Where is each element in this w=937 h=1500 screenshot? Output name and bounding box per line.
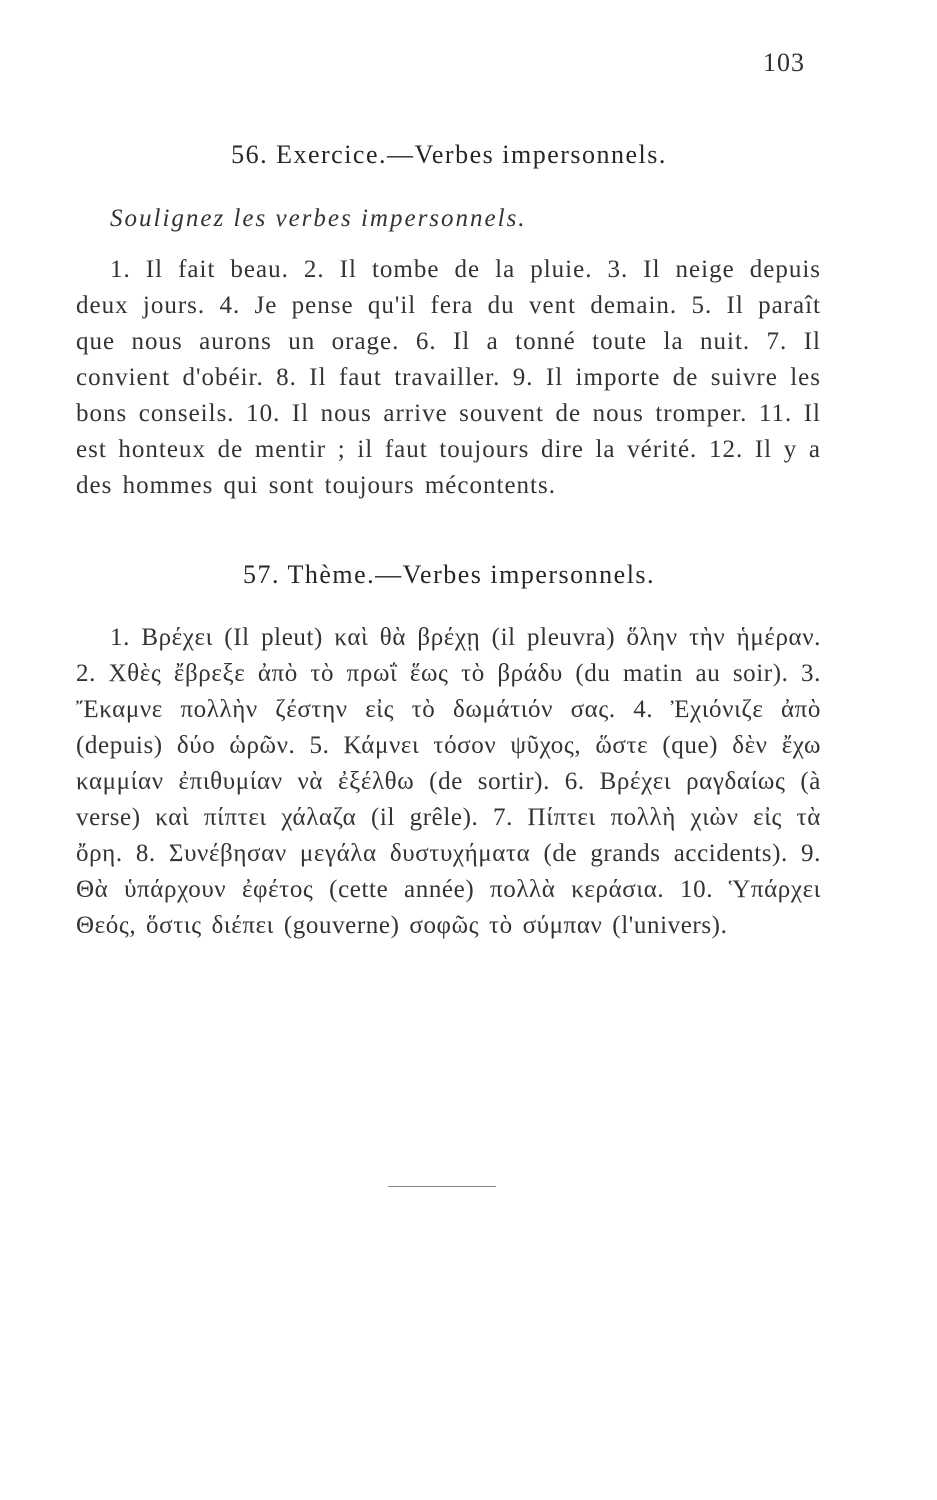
page-number: 103 bbox=[763, 48, 805, 77]
theme-57-body bbox=[76, 620, 821, 944]
theme-57-heading: 57. Thème.—Verbes impersonnels. bbox=[242, 560, 656, 589]
theme-57-text: 1. Βρέχει (Il pleut) καὶ θὰ βρέχῃ (il pleuvra) ὅλην τὴν ἡμέραν. 2. Χθὲς ἔβρεξε ἀπὸ τὸ πρωΐ ἕως τὸ βράδυ (du matin au soir). 3. Ἔκαμνε πολλὴν ζέστην εἰς τὸ δωμάτιόν σας. 4. Ἐχιόνιζε ἀπὸ (depuis) δύο ὡρῶν. 5. Κάμνει τόσον ψῦχος, ὥστε (que) δὲν ἔχω καμμίαν ἐπιθυμίαν νὰ ἐξέλθω (de sortir). 6. Βρέχει ραγδαίως (à verse) καὶ πίπτει χάλαζα (il grêle). 7. Πίπτει πολλὴ χιὼν εἰς τὰ ὄρη. 8. Συνέβησαν μεγάλα δυστυχήματα (de grands accidents). 9. Θὰ ὑπάρχουν ἐφέτος (cette année) πολλὰ κεράσια. 10. Ὑπάρχει Θεός, ὅστις διέπει (gouverne) σοφῶς τὸ σύμπαν (l'univers). bbox=[76, 624, 821, 939]
exercise-56-text: 1. Il fait beau. 2. Il tombe de la pluie. 3. Il neige depuis deux jours. 4. Je pense qu'il fera du vent demain. 5. Il paraît que nous aurons un orage. 6. Il a tonné toute la nuit. 7. Il convient d'obéir. 8. Il faut travailler. 9. Il importe de suivre les bons conseils. 10. Il nous arrive souvent de nous tromper. 11. Il est honteux de mentir ; il faut toujours dire la vérité. 12. Il y a des hommes qui sont toujours mécontents. bbox=[76, 256, 821, 499]
exercise-56-body bbox=[76, 252, 821, 504]
exercise-56-heading: 56. Exercice.—Verbes impersonnels. bbox=[231, 140, 667, 169]
end-divider bbox=[388, 1186, 496, 1187]
exercise-56-instruction: Soulignez les verbes impersonnels. bbox=[110, 205, 527, 232]
